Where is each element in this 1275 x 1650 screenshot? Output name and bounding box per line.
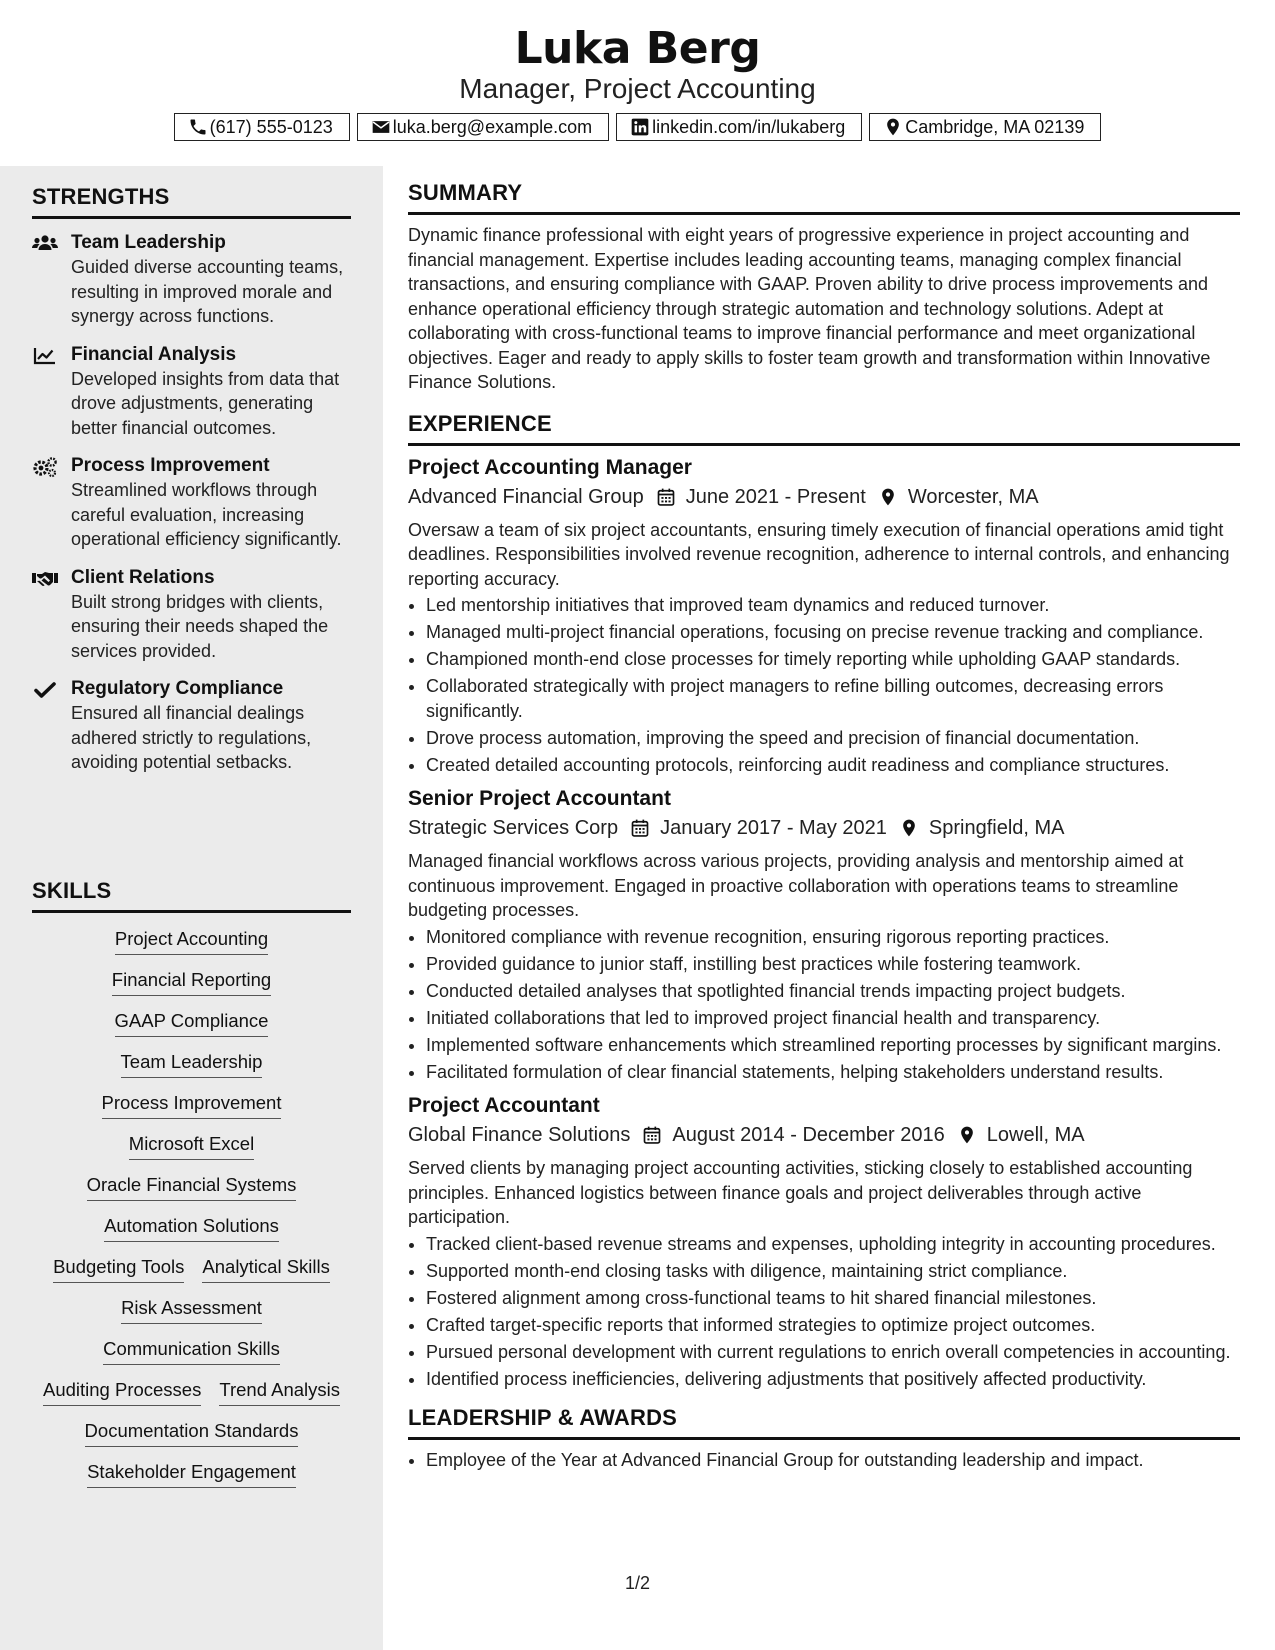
job-title: Senior Project Accountant [408,787,671,810]
job-bullet: • Identified process inefficiencies, delivering adjustments that positively affected productivity. [426,1367,1240,1392]
skills-heading: SKILLS [32,878,351,913]
job-entry [408,785,1240,1084]
strength-title: Client Relations [71,566,215,588]
strength-item [32,566,351,664]
job-location: Worcester, MA [907,485,1039,508]
resume-header [0,0,1275,166]
contact-email-text: luka.berg@example.com [392,116,593,137]
leadership-section [408,1405,1240,1473]
job-bullet: • Fostered alignment among cross-functional teams to hit shared financial milestones. [426,1286,1240,1311]
skill-tag: Trend Analysis [219,1378,340,1406]
strengths-heading: STRENGTHS [32,184,351,219]
calendar-icon [630,818,650,838]
contact-phone[interactable] [174,113,350,141]
contact-location [869,113,1101,141]
cogs-icon [32,456,58,478]
job-title: Project Accounting Manager [408,455,692,479]
skill-tag: Team Leadership [121,1050,263,1078]
job-dates: June 2021 - Present [685,485,866,508]
strength-title: Regulatory Compliance [71,678,284,699]
leadership-bullets [408,1448,1240,1473]
map-marker-icon [883,117,903,137]
skill-row [32,968,351,996]
skill-tag: Budgeting Tools [53,1255,184,1283]
strength-title: Process Improvement [71,455,270,476]
candidate-name: Luka Berg [514,23,761,74]
job-bullet: • Drove process automation, improving the speed and precision of financial documentation. [426,726,1240,751]
job-meta [408,482,1240,512]
skill-tag: Project Accounting [115,927,268,955]
map-marker-icon [957,1125,977,1145]
job-description: Managed financial workflows across various projects, providing analysis and mentorship aimed at continuous improvement. Engaged in proactive collaboration with operations teams to streamline budgeting processes. [408,851,1184,920]
map-marker-icon [878,487,898,507]
job-bullet: • Led mentorship initiatives that improved team dynamics and reduced turnover. [426,593,1240,618]
job-location: Lowell, MA [986,1124,1085,1146]
skill-tag: Oracle Financial Systems [87,1173,297,1201]
skill-tag: Automation Solutions [104,1214,279,1242]
page-number: 1/2 [624,1573,651,1593]
job-bullet: • Initiated collaborations that led to improved project financial health and transparency. [426,1006,1240,1031]
job-bullet: • Created detailed accounting protocols, reinforcing audit readiness and compliance structures. [426,753,1240,778]
experience-section [408,411,1240,1392]
job-bullet: • Provided guidance to junior staff, instilling best practices while fostering teamwork. [426,952,1240,977]
strength-title: Team Leadership [71,232,226,253]
skill-row [32,1091,351,1119]
job-bullet: • Crafted target-specific reports that informed strategies to optimize project outcomes. [426,1313,1240,1338]
skill-row [32,1173,351,1201]
contact-bar [0,113,1275,141]
strength-description: Guided diverse accounting teams, resulting in improved morale and synergy across functions. [71,257,344,326]
summary-text: Dynamic finance professional with eight years of progressive experience in project accounting and financial management. Expertise includes leading accounting teams, managing complex financial transactions, and ensuring compliance with GAAP. Proven ability to drive process improvements and enhance operational efficiency through strategic automation and technology solutions. Adept at collaborating with cross-functional teams to improve financial performance and meet organizational objectives. Eager and ready to apply skills to foster team growth and transformation within Innovative Finance Solutions. [408,225,1211,392]
skill-tag: Analytical Skills [202,1255,330,1283]
skill-tag: Process Improvement [102,1091,282,1119]
skill-row [32,1337,351,1365]
skill-row [32,1419,351,1447]
leadership-bullet: • Employee of the Year at Advanced Financial Group for outstanding leadership and impact. [426,1448,1240,1473]
skill-row [32,1255,351,1283]
skill-row [32,1050,351,1078]
sidebar [0,166,383,1650]
strength-item [32,231,351,329]
linkedin-icon [630,117,650,137]
job-company: Advanced Financial Group [408,485,644,508]
candidate-title: Manager, Project Accounting [459,73,816,104]
contact-linkedin-text: linkedin.com/in/lukaberg [652,116,846,137]
checkmark-icon [32,679,58,701]
handshake-icon [32,568,58,590]
job-meta [408,1120,1240,1150]
phone-icon [188,117,208,137]
job-bullet: • Tracked client-based revenue streams and expenses, upholding integrity in accounting procedures. [426,1232,1240,1257]
job-bullets [408,593,1240,777]
job-bullet: • Conducted detailed analyses that spotlighted financial trends impacting project budgets. [426,979,1240,1004]
skill-tag: Microsoft Excel [129,1132,254,1160]
skill-row [32,1296,351,1324]
skills-section [32,878,351,1501]
job-bullet: • Monitored compliance with revenue recognition, ensuring rigorous reporting practices. [426,925,1240,950]
job-dates: August 2014 - December 2016 [672,1124,945,1146]
job-bullets [408,925,1240,1085]
strength-description: Built strong bridges with clients, ensuring their needs shaped the services provided. [71,591,329,661]
skill-tag: Financial Reporting [112,968,271,996]
contact-phone-text: (617) 555-0123 [209,116,333,137]
skill-row [32,1378,351,1406]
job-bullet: • Pursued personal development with current regulations to enrich overall competencies in accounting. [426,1340,1240,1365]
job-bullet: • Collaborated strategically with project managers to refine billing outcomes, decreasing errors significantly. [426,674,1240,723]
strength-item [32,454,351,552]
summary-section [408,180,1240,395]
job-company: Strategic Services Corp [408,817,619,839]
map-marker-icon [899,818,919,838]
users-icon [32,233,58,255]
skill-row [32,1460,351,1488]
experience-heading: EXPERIENCE [408,411,1240,446]
job-bullets [408,1232,1240,1392]
job-entry [408,454,1240,778]
job-meta [408,813,1240,843]
chart-line-icon [32,345,58,367]
envelope-icon [371,117,391,137]
job-description: Served clients by managing project accounting activities, sticking closely to established accounting principles. Enhanced logistics between finance goals and project deliverables through active participation. [408,1158,1193,1227]
skill-tag: Risk Assessment [121,1296,262,1324]
skill-row [32,927,351,955]
strength-title: Financial Analysis [71,343,237,365]
job-bullet: • Championed month-end close processes for timely reporting while upholding GAAP standards. [426,647,1240,672]
strength-description: Developed insights from data that drove adjustments, generating better financial outcomes. [71,368,340,438]
skill-row [32,1009,351,1037]
strength-item [32,343,351,441]
contact-location-text: Cambridge, MA 02139 [905,116,1085,137]
job-bullet: • Facilitated formulation of clear financial statements, helping stakeholders understand results. [426,1060,1240,1085]
skill-tag: Auditing Processes [43,1378,201,1406]
skill-tag: Stakeholder Engagement [87,1460,296,1488]
job-entry [408,1092,1240,1391]
summary-heading: SUMMARY [408,180,1240,215]
calendar-icon [656,487,676,507]
skill-tag: GAAP Compliance [115,1009,269,1037]
job-dates: January 2017 - May 2021 [660,817,887,839]
strengths-section [32,184,351,789]
strength-item [32,677,351,775]
job-bullet: • Supported month-end closing tasks with diligence, maintaining strict compliance. [426,1259,1240,1284]
leadership-heading: LEADERSHIP & AWARDS [408,1405,1240,1440]
strength-description: Ensured all financial dealings adhered strictly to regulations, avoiding potential setbacks. [71,703,312,772]
contact-linkedin[interactable] [616,113,862,141]
skill-tag: Documentation Standards [85,1419,299,1447]
main-content [408,180,1240,1475]
job-location: Springfield, MA [928,817,1065,839]
strength-description: Streamlined workflows through careful evaluation, increasing operational efficiency significantly. [71,480,342,549]
job-bullet: • Managed multi-project financial operations, focusing on precise revenue tracking and compliance. [426,620,1240,645]
contact-email[interactable] [357,113,609,141]
skill-row [32,1132,351,1160]
job-title: Project Accountant [408,1094,600,1117]
skills-list [32,927,351,1488]
skill-tag: Communication Skills [103,1337,280,1365]
calendar-icon [642,1125,662,1145]
skill-row [32,1214,351,1242]
job-company: Global Finance Solutions [408,1124,631,1146]
job-bullet: • Implemented software enhancements which streamlined reporting processes by significant margins. [426,1033,1240,1058]
job-description: Oversaw a team of six project accountants, ensuring timely execution of financial operations amid tight deadlines. Responsibilities involved revenue recognition, adherence to internal controls, and enhancing reporting accuracy. [408,519,1230,589]
